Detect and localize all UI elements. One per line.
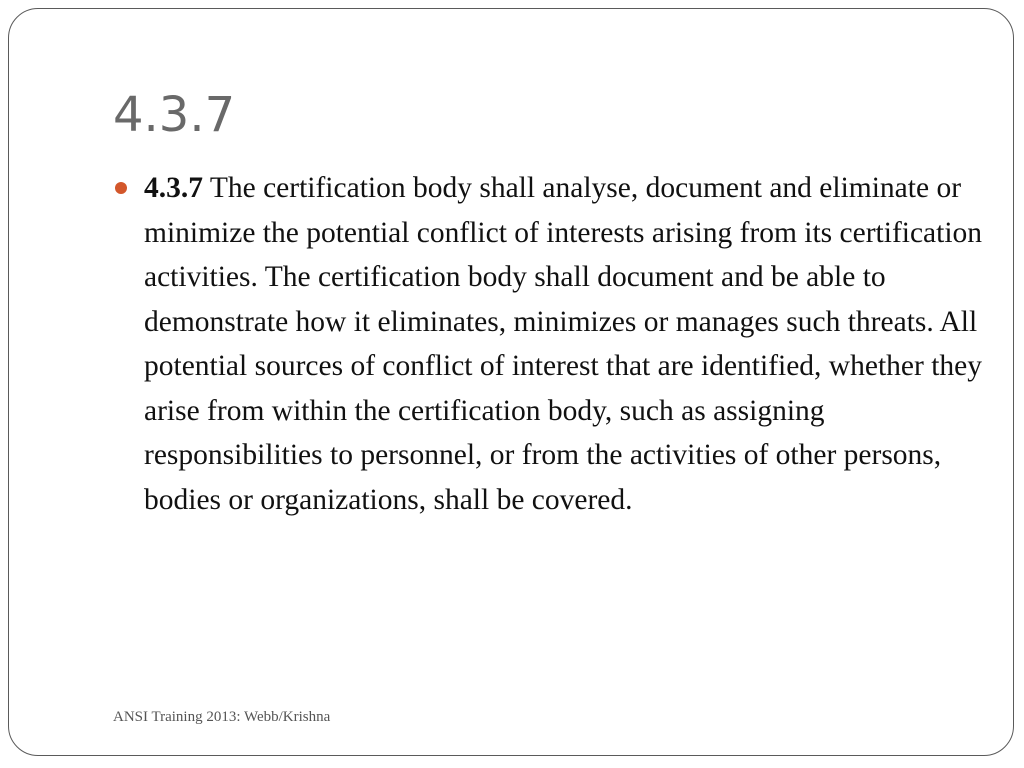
bullet-item bbox=[113, 166, 983, 522]
slide-title: 4.3.7 bbox=[113, 87, 236, 143]
bullet-reference: 4.3.7 bbox=[144, 172, 203, 204]
slide-footer: ANSI Training 2013: Webb/Krishna bbox=[113, 709, 331, 725]
bullet-dot-icon bbox=[115, 182, 127, 194]
bullet-list bbox=[113, 166, 983, 522]
bullet-text: The certification body shall analyse, document and eliminate or minimize the potential conflict of interests arising from its certification activities. The certification body shall document and be able to demonstrate how it eliminates, minimizes or manages such threats. All potential sources of conflict of interest that are identified, whether they arise from within the certification body, such as assigning responsibilities to personnel, or from the activities of other persons, bodies or organizations, shall be covered. bbox=[144, 172, 983, 516]
